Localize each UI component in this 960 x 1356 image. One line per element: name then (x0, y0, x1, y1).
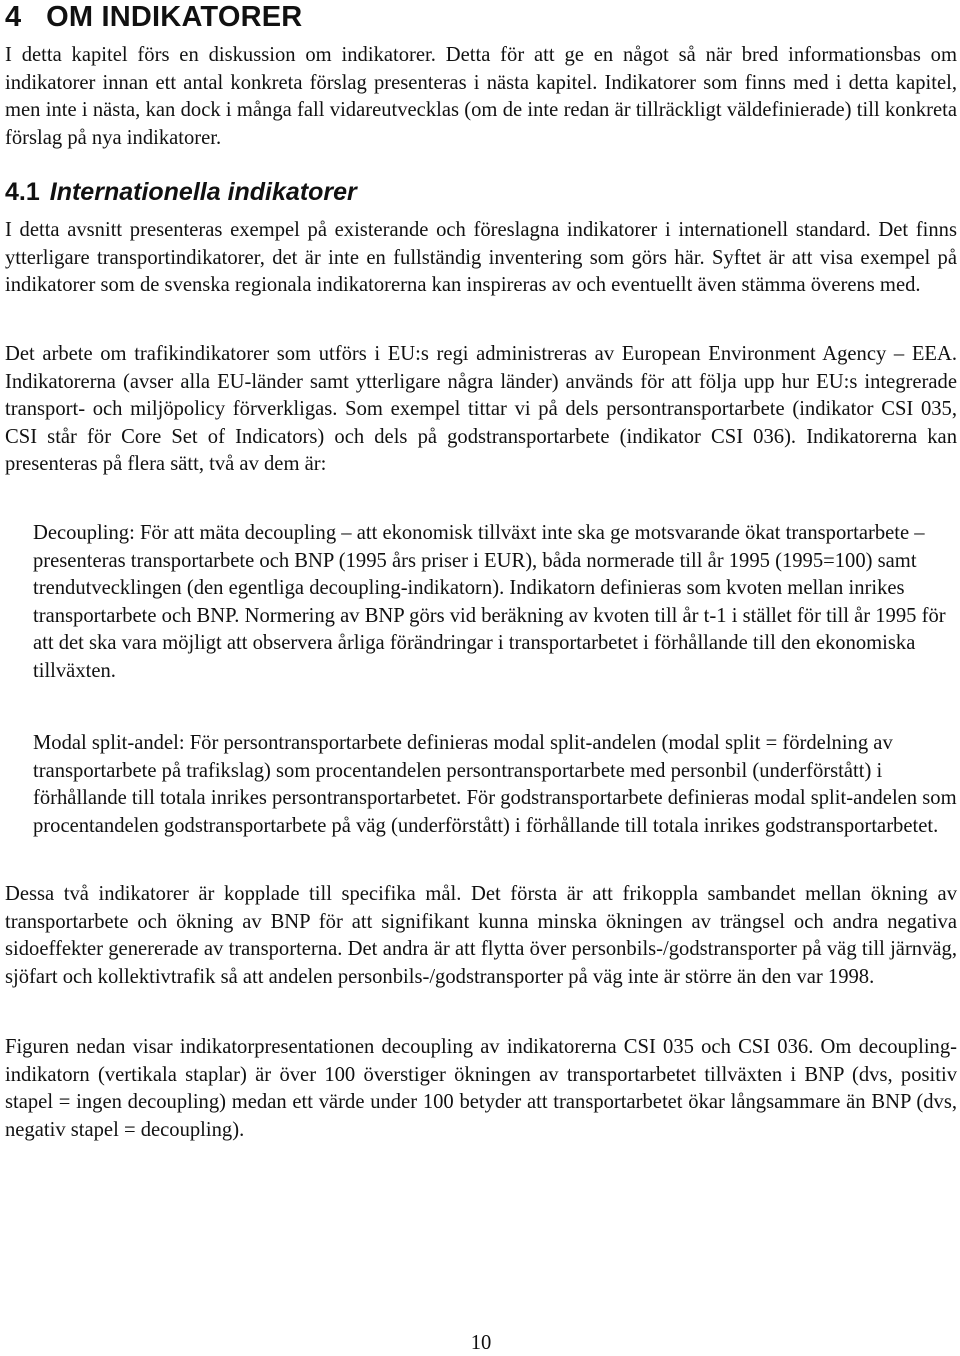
body-paragraph: I detta avsnitt presenteras exempel på existerande och föreslagna indikatorer i internationell standard. Det finns ytterligare transportindikatorer, det är inte en fullständig inventering som görs här. Syftet är att visa exempel på indikatorer som de svenska regionala indikatorerna kan inspireras av och eventuellt även stämma överens med. (5, 219, 957, 296)
intro-paragraph: I detta kapitel förs en diskussion om indikatorer. Detta för att ge en något så när bred informationsbas om indikatorer innan ett antal konkreta förslag presenteras i nästa kapitel. Indikatorer som finns med i detta kapitel, men inte i nästa, kan dock i många fall vidareutvecklas (om de inte redan är tillräckligt väldefinierade) till konkreta förslag på nya indikatorer. (5, 44, 957, 149)
chapter-heading (5, 0, 302, 34)
indented-paragraph-modal-split: Modal split-andel: För persontransportarbete definieras modal split-andelen (modal split = fördelning av transportarbete på trafikslag) som procentandelen persontransportarbete med personbil (underförstått) i förhållande till totala inrikes persontransportarbetet. För godstransportarbete definieras modal split-andelen som procentandelen godstransportarbete på väg (underförstått) i förhållande till totala inrikes godstransportarbetet. (33, 732, 957, 837)
chapter-number: 4 (5, 1, 22, 33)
indented-paragraph-decoupling: Decoupling: För att mäta decoupling – att ekonomisk tillväxt inte ska ge motsvarande ökat transportarbete – presenteras transportarbete och BNP (1995 års priser i EUR), båda normerade till år 1995 (1995=100) samt trendutvecklingen (den egentliga decoupling-indikatorn). Indikatorn definieras som kvoten mellan inrikes transportarbete och BNP. Normering av BNP görs vid beräkning av kvoten till år t-1 i stället för till år 1995 för att det ska vara möjligt att observera årliga förändringar i transportarbetet i förhållande till den ekonomiska tillväxten. (33, 522, 946, 682)
page-number: 10 (470, 1332, 492, 1354)
body-paragraph: Det arbete om trafikindikatorer som utförs i EU:s regi administreras av European Environment Agency – EEA. Indikatorerna (avser alla EU-länder samt ytterligare några länder) används för att följa upp hur EU:s integrerade transport- och miljöpolicy förverkligas. Som exempel tittar vi på dels persontransportarbete (indikator CSI 035, CSI står för Core Set of Indicators) och dels på godstransportarbete (indikator CSI 036). Indikatorerna kan presenteras på flera sätt, två av dem är: (5, 343, 957, 475)
body-paragraph: Dessa två indikatorer är kopplade till specifika mål. Det första är att frikoppla sambandet mellan ökning av transportarbete och ökning av BNP för att signifikant kunna minska ökningen av trängsel och andra negativa sidoeffekter genererade av transporterna. Det andra är att flytta över personbils-/godstransporter på väg till järnväg, sjöfart och kollektivtrafik så att andelen personbils-/godstransporter på väg inte är större än den var 1998. (5, 883, 957, 988)
section-heading (5, 177, 357, 207)
body-paragraph: Figuren nedan visar indikatorpresentationen decoupling av indikatorerna CSI 035 och CSI 036. Om decoupling-indikatorn (vertikala staplar) är över 100 överstiger ökningen av transportarbetet tillväxten i BNP (dvs, positiv stapel = ingen decoupling) medan ett värde under 100 betyder att transportarbetet ökar långsammare än BNP (dvs, negativ stapel = decoupling). (5, 1036, 957, 1141)
chapter-title: OM INDIKATORER (46, 1, 303, 33)
section-title: Internationella indikatorer (49, 178, 357, 206)
section-number: 4.1 (5, 178, 40, 206)
